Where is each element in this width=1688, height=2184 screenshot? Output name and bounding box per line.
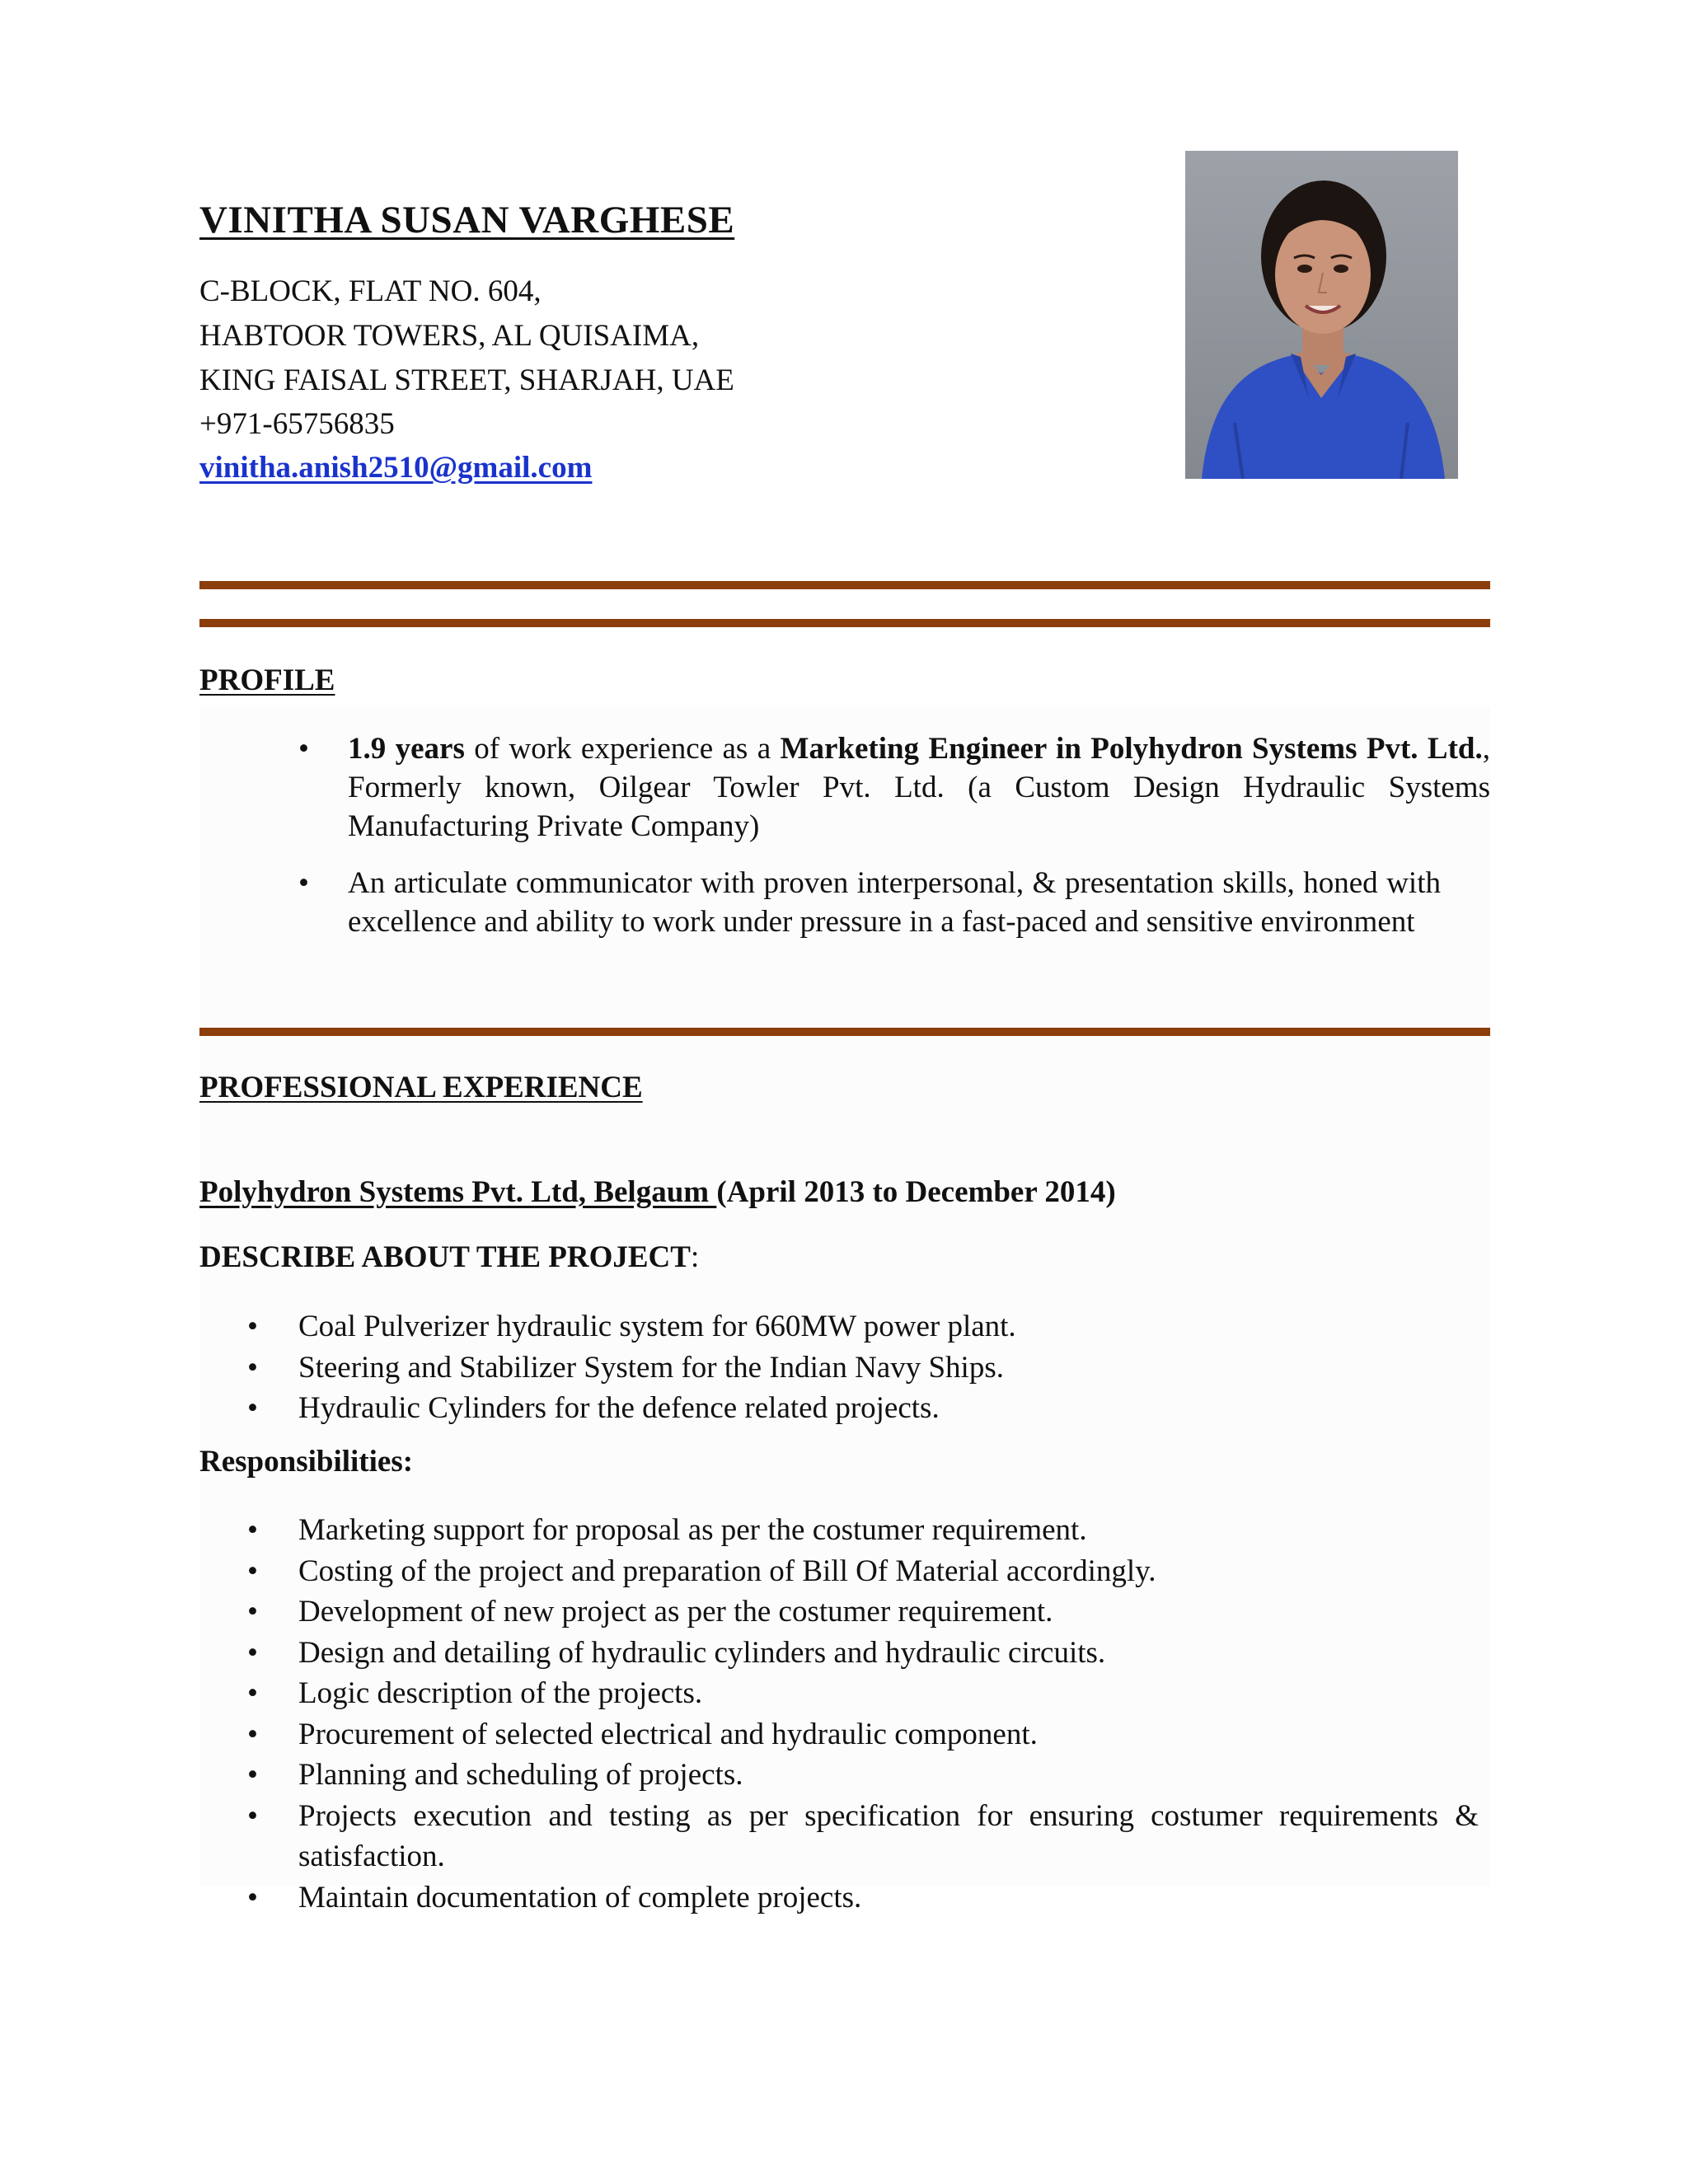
- list-item-text: Procurement of selected electrical and hydraulic component.: [298, 1717, 1038, 1751]
- bullet-icon: •: [247, 1635, 258, 1670]
- profile-years: 1.9 years: [348, 732, 465, 766]
- list-item: [199, 1306, 1490, 1347]
- address-line-3: KING FAISAL STREET, SHARJAH, UAE: [199, 363, 734, 397]
- profile-photo: [1185, 151, 1458, 479]
- project-label: DESCRIBE ABOUT THE PROJECT: [199, 1240, 691, 1274]
- bullet-icon: •: [247, 1310, 258, 1343]
- bullet-icon: •: [247, 1880, 258, 1915]
- profile-list: [199, 729, 1490, 941]
- list-item: [199, 1877, 1490, 1919]
- email-line: [199, 450, 592, 485]
- list-item-text: Logic description of the projects.: [298, 1676, 703, 1710]
- responsibilities-heading: [199, 1444, 413, 1479]
- company-line: [199, 1174, 1116, 1210]
- bullet-icon: •: [247, 1758, 258, 1792]
- list-item: [199, 1796, 1490, 1877]
- list-item: [199, 1591, 1490, 1633]
- list-item-text: Development of new project as per the costumer requirement.: [298, 1595, 1053, 1629]
- bullet-icon: •: [247, 1676, 258, 1710]
- email-link[interactable]: vinitha.anish2510@gmail.com: [199, 451, 593, 485]
- profile-text: , Formerly known, Oilgear Towler Pvt. Ltd. (a Custom Design Hydraulic Systems Manufacturing Private Company): [348, 732, 1490, 843]
- list-item: [199, 1510, 1490, 1551]
- list-item-text: Design and detailing of hydraulic cylinders and hydraulic circuits.: [298, 1635, 1106, 1670]
- list-item-text: Projects execution and testing as per specification for ensuring costumer requirements & satisfaction.: [298, 1798, 1479, 1873]
- list-item-text: Maintain documentation of complete projects.: [298, 1880, 862, 1915]
- bullet-icon: •: [247, 1554, 258, 1588]
- list-item-text: Steering and Stabilizer System for the Indian Navy Ships.: [298, 1350, 1004, 1385]
- divider-rule-second: [199, 619, 1490, 627]
- bullet-icon: •: [247, 1350, 258, 1385]
- profile-item-experience: [199, 729, 1490, 846]
- profile-text: of work experience as a: [464, 732, 781, 766]
- phone-number: +971-65756835: [199, 407, 395, 441]
- profile-heading: PROFILE: [199, 663, 335, 697]
- profile-text: An articulate communicator with proven interpersonal, & presentation skills, honed with excellence and ability to work under pressure in a fast-paced and sensitive environment: [348, 866, 1441, 939]
- list-item-text: Marketing support for proposal as per the costumer requirement.: [298, 1513, 1087, 1547]
- list-item-text: Costing of the project and preparation of Bill Of Material accordingly.: [298, 1554, 1156, 1588]
- list-item-text: Hydraulic Cylinders for the defence related projects.: [298, 1391, 940, 1425]
- bullet-icon: •: [247, 1595, 258, 1629]
- list-item-text: Planning and scheduling of projects.: [298, 1758, 743, 1792]
- bullet-icon: •: [247, 1513, 258, 1547]
- bullet-icon: •: [247, 1798, 258, 1833]
- list-item: [199, 1551, 1490, 1592]
- divider-rule-top: [199, 581, 1490, 589]
- project-list: [199, 1306, 1490, 1429]
- divider-rule-experience: [199, 1028, 1490, 1036]
- list-item: [199, 1673, 1490, 1714]
- list-item-text: Coal Pulverizer hydraulic system for 660MW power plant.: [298, 1310, 1016, 1343]
- list-item: [199, 1633, 1490, 1674]
- responsibilities-label: Responsibilities:: [199, 1445, 414, 1479]
- bullet-icon: •: [298, 732, 309, 766]
- address-line-1: C-BLOCK, FLAT NO. 604,: [199, 274, 542, 308]
- bullet-icon: •: [298, 866, 309, 900]
- list-item: [199, 1347, 1490, 1389]
- address-line-2: HABTOOR TOWERS, AL QUISAIMA,: [199, 319, 700, 353]
- employment-period: (April 2013 to December 2014): [716, 1175, 1116, 1209]
- list-item: [199, 1714, 1490, 1755]
- list-item: [199, 1388, 1490, 1429]
- candidate-name: VINITHA SUSAN VARGHESE: [199, 199, 735, 241]
- list-item: [199, 1755, 1490, 1796]
- profile-photo-illustration: [1185, 151, 1458, 479]
- project-heading: [199, 1240, 699, 1275]
- company-name: Polyhydron Systems Pvt. Ltd, Belgaum: [199, 1175, 717, 1209]
- profile-item-skills: [199, 864, 1490, 941]
- project-colon: :: [690, 1240, 700, 1274]
- experience-heading: PROFESSIONAL EXPERIENCE: [199, 1071, 643, 1104]
- profile-role: Marketing Engineer in Polyhydron Systems Pvt. Ltd.: [780, 732, 1483, 766]
- responsibilities-list: [199, 1510, 1490, 1918]
- bullet-icon: •: [247, 1391, 258, 1425]
- bullet-icon: •: [247, 1717, 258, 1751]
